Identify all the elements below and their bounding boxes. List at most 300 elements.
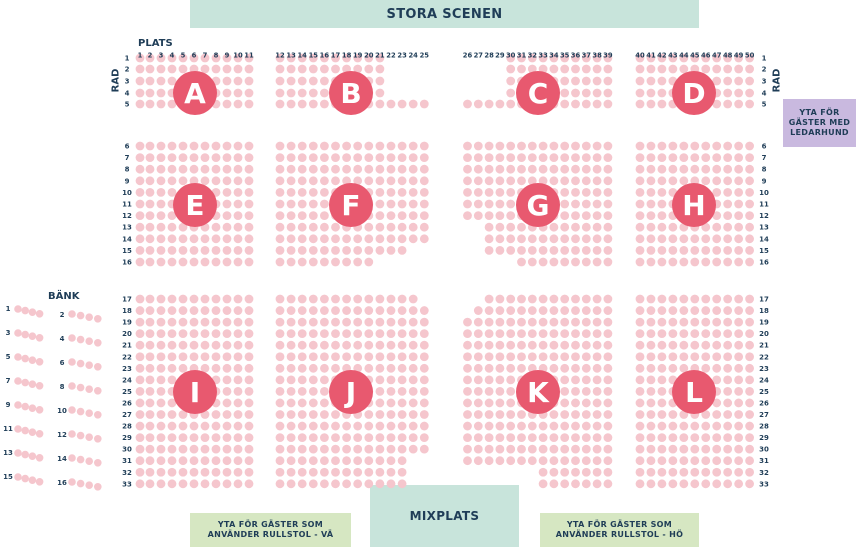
seat[interactable] [136,176,145,185]
seat[interactable] [745,246,754,255]
seat[interactable] [353,422,362,431]
seat[interactable] [712,422,721,431]
seat[interactable] [223,468,232,477]
seat[interactable] [298,246,307,255]
seat[interactable] [136,399,145,408]
seat[interactable] [387,318,396,327]
seat[interactable] [245,422,254,431]
seat[interactable] [245,65,254,74]
seat[interactable] [560,77,569,86]
seat[interactable] [223,364,232,373]
seat[interactable] [136,410,145,419]
seat[interactable] [157,479,166,488]
seat[interactable] [571,375,580,384]
seat[interactable] [223,422,232,431]
seat[interactable] [420,341,429,350]
bench-seat[interactable] [94,483,102,491]
seat[interactable] [136,433,145,442]
seat[interactable] [506,306,515,315]
seat[interactable] [157,306,166,315]
seat[interactable] [376,295,385,304]
seat[interactable] [745,176,754,185]
seat[interactable] [582,352,591,361]
seat[interactable] [223,295,232,304]
seat[interactable] [157,329,166,338]
seat[interactable] [331,329,340,338]
seat[interactable] [647,410,656,419]
seat[interactable] [331,479,340,488]
seat[interactable] [364,258,373,267]
seat[interactable] [485,387,494,396]
seat[interactable] [723,329,732,338]
bench-seat[interactable] [77,312,85,320]
seat[interactable] [604,399,613,408]
seat[interactable] [287,77,296,86]
seat[interactable] [342,456,351,465]
seat[interactable] [298,375,307,384]
seat[interactable] [387,375,396,384]
seat[interactable] [136,456,145,465]
seat[interactable] [701,295,710,304]
seat[interactable] [331,410,340,419]
seat[interactable] [276,65,285,74]
seat[interactable] [528,329,537,338]
seat[interactable] [409,318,418,327]
seat[interactable] [234,165,243,174]
seat[interactable] [658,100,667,109]
seat[interactable] [298,341,307,350]
seat[interactable] [136,387,145,396]
seat[interactable] [342,329,351,338]
seat[interactable] [734,176,743,185]
seat[interactable] [223,375,232,384]
seat[interactable] [179,341,188,350]
seat[interactable] [647,364,656,373]
seat[interactable] [745,387,754,396]
seat[interactable] [582,246,591,255]
seat[interactable] [331,142,340,151]
seat[interactable] [234,100,243,109]
seat[interactable] [723,176,732,185]
seat[interactable] [690,468,699,477]
seat[interactable] [309,188,318,197]
seat[interactable] [179,364,188,373]
seat[interactable] [582,176,591,185]
seat[interactable] [157,387,166,396]
bench-seat[interactable] [14,305,22,313]
seat[interactable] [387,468,396,477]
seat[interactable] [420,318,429,327]
seat[interactable] [745,468,754,477]
seat[interactable] [245,399,254,408]
seat[interactable] [309,399,318,408]
seat[interactable] [723,89,732,98]
seat[interactable] [593,211,602,220]
seat[interactable] [679,142,688,151]
seat[interactable] [342,234,351,243]
seat[interactable] [582,422,591,431]
seat[interactable] [168,306,177,315]
seat[interactable] [223,211,232,220]
seat[interactable] [320,445,329,454]
seat[interactable] [636,223,645,232]
seat[interactable] [136,65,145,74]
bench-seat[interactable] [14,473,22,481]
seat[interactable] [593,200,602,209]
seat[interactable] [517,329,526,338]
seat[interactable] [517,456,526,465]
seat[interactable] [474,188,483,197]
seat[interactable] [723,65,732,74]
seat[interactable] [387,153,396,162]
seat[interactable] [298,410,307,419]
seat[interactable] [636,352,645,361]
seat[interactable] [245,375,254,384]
seat[interactable] [420,445,429,454]
seat[interactable] [157,77,166,86]
seat[interactable] [550,364,559,373]
seat[interactable] [157,153,166,162]
seat[interactable] [723,258,732,267]
seat[interactable] [331,364,340,373]
seat[interactable] [723,375,732,384]
seat[interactable] [636,200,645,209]
bench-seat[interactable] [68,430,76,438]
seat[interactable] [723,200,732,209]
seat[interactable] [179,306,188,315]
seat[interactable] [309,258,318,267]
seat[interactable] [506,445,515,454]
seat[interactable] [745,445,754,454]
seat[interactable] [582,341,591,350]
seat[interactable] [734,165,743,174]
bench-seat[interactable] [85,457,93,465]
seat[interactable] [506,329,515,338]
seat[interactable] [223,258,232,267]
seat[interactable] [179,153,188,162]
seat[interactable] [364,445,373,454]
seat[interactable] [679,445,688,454]
seat[interactable] [582,65,591,74]
seat[interactable] [474,375,483,384]
seat[interactable] [539,422,548,431]
seat[interactable] [320,165,329,174]
seat[interactable] [517,223,526,232]
seat[interactable] [287,329,296,338]
seat[interactable] [398,329,407,338]
seat[interactable] [723,410,732,419]
seat[interactable] [287,153,296,162]
seat[interactable] [506,153,515,162]
seat[interactable] [506,65,515,74]
seat[interactable] [276,479,285,488]
seat[interactable] [157,456,166,465]
seat[interactable] [298,65,307,74]
seat[interactable] [550,65,559,74]
seat[interactable] [287,176,296,185]
seat[interactable] [212,165,221,174]
seat[interactable] [287,375,296,384]
seat[interactable] [506,375,515,384]
seat[interactable] [287,223,296,232]
seat[interactable] [157,211,166,220]
seat[interactable] [287,387,296,396]
seat[interactable] [539,352,548,361]
seat[interactable] [485,200,494,209]
seat[interactable] [506,234,515,243]
seat[interactable] [387,456,396,465]
seat[interactable] [409,410,418,419]
seat[interactable] [309,100,318,109]
seat[interactable] [342,142,351,151]
seat[interactable] [506,200,515,209]
seat[interactable] [320,468,329,477]
seat[interactable] [168,246,177,255]
seat[interactable] [276,176,285,185]
seat[interactable] [539,433,548,442]
seat[interactable] [223,456,232,465]
seat[interactable] [517,352,526,361]
seat[interactable] [734,433,743,442]
seat[interactable] [593,375,602,384]
seat[interactable] [474,422,483,431]
seat[interactable] [745,433,754,442]
seat[interactable] [734,258,743,267]
seat[interactable] [276,246,285,255]
seat[interactable] [157,65,166,74]
seat[interactable] [517,341,526,350]
seat[interactable] [636,89,645,98]
seat[interactable] [223,188,232,197]
seat[interactable] [387,295,396,304]
seat[interactable] [376,410,385,419]
seat[interactable] [398,306,407,315]
seat[interactable] [320,200,329,209]
seat[interactable] [647,399,656,408]
seat[interactable] [136,422,145,431]
seat[interactable] [146,100,155,109]
seat[interactable] [539,456,548,465]
seat[interactable] [604,165,613,174]
seat[interactable] [690,456,699,465]
seat[interactable] [287,234,296,243]
seat[interactable] [506,295,515,304]
seat[interactable] [571,258,580,267]
seat[interactable] [376,375,385,384]
seat[interactable] [712,410,721,419]
seat[interactable] [298,479,307,488]
seat[interactable] [376,89,385,98]
seat[interactable] [234,456,243,465]
seat[interactable] [409,352,418,361]
seat[interactable] [647,223,656,232]
seat[interactable] [146,211,155,220]
seat[interactable] [136,200,145,209]
seat[interactable] [701,352,710,361]
seat[interactable] [398,211,407,220]
seat[interactable] [745,295,754,304]
seat[interactable] [179,165,188,174]
seat[interactable] [647,433,656,442]
seat[interactable] [679,165,688,174]
seat[interactable] [604,456,613,465]
seat[interactable] [136,295,145,304]
seat[interactable] [309,89,318,98]
seat[interactable] [571,77,580,86]
seat[interactable] [745,258,754,267]
seat[interactable] [474,165,483,174]
seat[interactable] [398,445,407,454]
seat[interactable] [463,387,472,396]
seat[interactable] [496,399,505,408]
seat[interactable] [353,246,362,255]
seat[interactable] [496,329,505,338]
seat[interactable] [485,295,494,304]
seat[interactable] [550,176,559,185]
seat[interactable] [387,234,396,243]
seat[interactable] [190,165,199,174]
seat[interactable] [276,223,285,232]
seat[interactable] [364,364,373,373]
bench-seat[interactable] [68,310,76,318]
seat[interactable] [376,65,385,74]
seat[interactable] [168,456,177,465]
seat[interactable] [298,211,307,220]
seat[interactable] [245,89,254,98]
seat[interactable] [353,341,362,350]
seat[interactable] [463,375,472,384]
seat[interactable] [496,387,505,396]
seat[interactable] [298,445,307,454]
seat[interactable] [560,364,569,373]
seat[interactable] [647,341,656,350]
seat[interactable] [190,258,199,267]
seat[interactable] [571,341,580,350]
seat[interactable] [146,445,155,454]
seat[interactable] [212,246,221,255]
seat[interactable] [190,329,199,338]
seat[interactable] [636,153,645,162]
seat[interactable] [387,200,396,209]
seat[interactable] [276,318,285,327]
seat[interactable] [298,89,307,98]
seat[interactable] [550,341,559,350]
seat[interactable] [712,258,721,267]
seat[interactable] [668,318,677,327]
seat[interactable] [647,445,656,454]
seat[interactable] [668,329,677,338]
bench-seat[interactable] [36,382,44,390]
seat[interactable] [647,176,656,185]
seat[interactable] [376,200,385,209]
seat[interactable] [376,153,385,162]
seat[interactable] [723,223,732,232]
seat[interactable] [287,65,296,74]
seat[interactable] [604,223,613,232]
seat[interactable] [582,479,591,488]
seat[interactable] [636,165,645,174]
seat[interactable] [582,318,591,327]
seat[interactable] [668,295,677,304]
bench-seat[interactable] [29,452,37,460]
seat[interactable] [517,65,526,74]
seat[interactable] [276,295,285,304]
seat[interactable] [276,341,285,350]
seat[interactable] [560,142,569,151]
seat[interactable] [745,318,754,327]
seat[interactable] [560,89,569,98]
bench-seat[interactable] [77,456,85,464]
seat[interactable] [387,399,396,408]
seat[interactable] [604,100,613,109]
seat[interactable] [320,479,329,488]
seat[interactable] [309,479,318,488]
seat[interactable] [485,456,494,465]
seat[interactable] [734,352,743,361]
bench-seat[interactable] [36,358,44,366]
seat[interactable] [679,176,688,185]
seat[interactable] [723,468,732,477]
seat[interactable] [582,142,591,151]
seat[interactable] [136,234,145,243]
seat[interactable] [701,329,710,338]
seat[interactable] [723,387,732,396]
seat[interactable] [485,445,494,454]
seat[interactable] [320,77,329,86]
bench-seat[interactable] [77,360,85,368]
seat[interactable] [593,165,602,174]
seat[interactable] [723,399,732,408]
seat[interactable] [331,456,340,465]
bench-seat[interactable] [94,459,102,467]
seat[interactable] [712,306,721,315]
seat[interactable] [245,258,254,267]
seat[interactable] [734,77,743,86]
seat[interactable] [298,456,307,465]
seat[interactable] [571,306,580,315]
seat[interactable] [376,329,385,338]
seat[interactable] [398,341,407,350]
seat[interactable] [636,211,645,220]
seat[interactable] [517,422,526,431]
seat[interactable] [658,258,667,267]
seat[interactable] [690,142,699,151]
seat[interactable] [712,352,721,361]
seat[interactable] [168,188,177,197]
seat[interactable] [593,352,602,361]
seat[interactable] [723,445,732,454]
seat[interactable] [690,258,699,267]
seat[interactable] [353,433,362,442]
seat[interactable] [309,445,318,454]
seat[interactable] [560,341,569,350]
seat[interactable] [234,306,243,315]
seat[interactable] [539,295,548,304]
seat[interactable] [276,422,285,431]
seat[interactable] [287,89,296,98]
seat[interactable] [745,329,754,338]
bench-seat[interactable] [94,339,102,347]
seat[interactable] [201,234,210,243]
seat[interactable] [539,341,548,350]
bench-seat[interactable] [94,315,102,323]
seat[interactable] [136,223,145,232]
seat[interactable] [658,329,667,338]
seat[interactable] [668,246,677,255]
seat[interactable] [398,433,407,442]
seat[interactable] [550,410,559,419]
bench-seat[interactable] [36,478,44,486]
